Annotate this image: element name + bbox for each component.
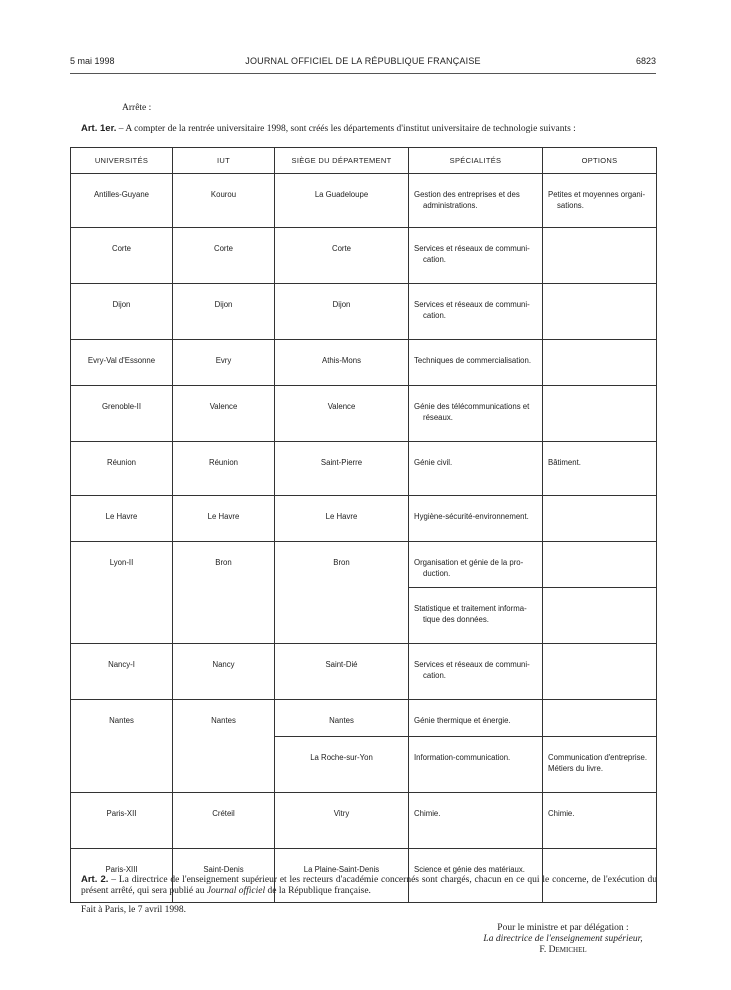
cell-iut: Le Havre xyxy=(173,496,275,542)
place-date: Fait à Paris, le 7 avril 1998. xyxy=(81,905,187,915)
departments-table xyxy=(70,147,657,903)
table-row xyxy=(71,442,657,496)
article-1-label: Art. 1er. xyxy=(81,123,117,134)
cell-siege: Corte xyxy=(275,228,409,284)
specialite-line-1: Génie thermique et énergie. xyxy=(414,716,511,725)
cell-option xyxy=(543,737,657,793)
table-row xyxy=(71,793,657,849)
cell-siege: Saint-Pierre xyxy=(275,442,409,496)
cell-siege: Valence xyxy=(275,386,409,442)
arrete-heading: Arrête : xyxy=(122,103,152,113)
cell-siege: Nantes xyxy=(275,700,409,737)
cell-iut: Saint-Denis xyxy=(173,849,275,903)
cell-universite: Corte xyxy=(71,228,173,284)
table-row xyxy=(71,340,657,386)
article-1 xyxy=(81,123,661,134)
article-2-journal-title: Journal officiel xyxy=(206,886,266,896)
cell-specialite xyxy=(409,644,543,700)
cell-iut: Bron xyxy=(173,542,275,644)
table-row xyxy=(71,174,657,228)
cell-siege: Le Havre xyxy=(275,496,409,542)
specialite-line-1: Organisation et génie de la pro- xyxy=(414,558,524,567)
specialite-line-1: Science et génie des matériaux. xyxy=(414,865,525,874)
table-row xyxy=(71,542,657,588)
cell-specialite xyxy=(409,496,543,542)
cell-specialite xyxy=(409,228,543,284)
specialite-line-2: réseaux. xyxy=(423,413,453,422)
table-row xyxy=(71,700,657,737)
header-title: JOURNAL OFFICIEL DE LA RÉPUBLIQUE FRANÇAISE xyxy=(245,56,481,66)
header-divider xyxy=(70,73,656,74)
specialite-line-1: Chimie. xyxy=(414,809,441,818)
specialite-line-2: cation. xyxy=(423,311,446,320)
cell-option xyxy=(543,442,657,496)
cell-siege: Dijon xyxy=(275,284,409,340)
signature-block xyxy=(470,923,656,956)
specialite-line-1: Hygiène-sécurité-environnement. xyxy=(414,512,529,521)
cell-specialite xyxy=(409,284,543,340)
cell-siege: Athis-Mons xyxy=(275,340,409,386)
specialite-line-1: Services et réseaux de communi- xyxy=(414,300,530,309)
table-row xyxy=(71,386,657,442)
cell-specialite xyxy=(409,442,543,496)
signature-name: F. Demichel xyxy=(539,945,587,955)
option-line-2: sations. xyxy=(557,201,584,210)
option-line-1: Communication d'entreprise. xyxy=(548,753,647,762)
cell-specialite xyxy=(409,542,543,588)
table-header-row xyxy=(71,148,657,174)
cell-option xyxy=(543,542,657,588)
cell-universite: Dijon xyxy=(71,284,173,340)
cell-option xyxy=(543,588,657,644)
cell-universite: Le Havre xyxy=(71,496,173,542)
cell-iut: Kourou xyxy=(173,174,275,228)
cell-siege: Vitry xyxy=(275,793,409,849)
column-header-options: OPTIONS xyxy=(543,148,657,174)
cell-universite: Antilles-Guyane xyxy=(71,174,173,228)
article-2-text: – La directrice de l'enseignement supérieur et les recteurs d'académie concernés sont chargés, chacun en ce qui le concerne, de l'exécution du présent arrêté, qui sera publié au xyxy=(81,875,657,896)
cell-universite: Lyon-II xyxy=(71,542,173,644)
article-2-end: de la République française. xyxy=(265,886,371,896)
cell-option xyxy=(543,340,657,386)
option-line-1: Petites et moyennes organi- xyxy=(548,190,646,199)
cell-iut: Créteil xyxy=(173,793,275,849)
signature-title: La directrice de l'enseignement supérieur, xyxy=(483,934,643,944)
table-row xyxy=(71,496,657,542)
cell-option xyxy=(543,228,657,284)
table-row xyxy=(71,644,657,700)
article-2-label: Art. 2. xyxy=(81,874,109,885)
cell-specialite xyxy=(409,793,543,849)
specialite-line-2: cation. xyxy=(423,255,446,264)
column-header-siege: SIÈGE DU DÉPARTEMENT xyxy=(275,148,409,174)
specialite-line-2: tique des données. xyxy=(423,615,489,624)
column-header-specialites: SPÉCIALITÉS xyxy=(409,148,543,174)
cell-universite: Nantes xyxy=(71,700,173,793)
specialite-line-1: Statistique et traitement informa- xyxy=(414,604,527,613)
cell-specialite xyxy=(409,737,543,793)
cell-siege: La Roche-sur-Yon xyxy=(275,737,409,793)
specialite-line-2: cation. xyxy=(423,671,446,680)
column-header-iut: IUT xyxy=(173,148,275,174)
cell-iut: Dijon xyxy=(173,284,275,340)
specialite-line-2: administrations. xyxy=(423,201,478,210)
cell-iut: Valence xyxy=(173,386,275,442)
cell-option xyxy=(543,496,657,542)
option-line-1: Chimie. xyxy=(548,809,575,818)
article-1-text: – A compter de la rentrée universitaire 1998, sont créés les départements d'institut universitaire de technologie suivants : xyxy=(116,124,576,134)
specialite-line-1: Gestion des entreprises et des xyxy=(414,190,520,199)
table-row xyxy=(71,284,657,340)
cell-option xyxy=(543,284,657,340)
cell-iut: Corte xyxy=(173,228,275,284)
column-header-universites: UNIVERSITÉS xyxy=(71,148,173,174)
cell-specialite xyxy=(409,386,543,442)
cell-option xyxy=(543,793,657,849)
page-header xyxy=(70,56,656,72)
cell-universite: Paris-XII xyxy=(71,793,173,849)
cell-siege: La Guadeloupe xyxy=(275,174,409,228)
signature-delegation: Pour le ministre et par délégation : xyxy=(497,923,629,933)
cell-option xyxy=(543,700,657,737)
cell-universite: Réunion xyxy=(71,442,173,496)
cell-universite: Nancy-I xyxy=(71,644,173,700)
cell-iut: Nantes xyxy=(173,700,275,793)
cell-specialite xyxy=(409,174,543,228)
specialite-line-1: Information-communication. xyxy=(414,753,511,762)
specialite-line-2: duction. xyxy=(423,569,451,578)
specialite-line-1: Services et réseaux de communi- xyxy=(414,660,530,669)
cell-universite: Paris-XIII xyxy=(71,849,173,903)
table-row xyxy=(71,228,657,284)
cell-specialite xyxy=(409,588,543,644)
cell-iut: Evry xyxy=(173,340,275,386)
option-line-1: Bâtiment. xyxy=(548,458,581,467)
cell-siege: La Plaine-Saint-Denis xyxy=(275,849,409,903)
cell-iut: Nancy xyxy=(173,644,275,700)
specialite-line-1: Techniques de commercialisation. xyxy=(414,356,532,365)
specialite-line-1: Génie des télécommunications et xyxy=(414,402,530,411)
cell-specialite xyxy=(409,700,543,737)
cell-option xyxy=(543,644,657,700)
cell-universite: Grenoble-II xyxy=(71,386,173,442)
cell-siege: Saint-Dié xyxy=(275,644,409,700)
cell-iut: Réunion xyxy=(173,442,275,496)
option-line-2: Métiers du livre. xyxy=(548,764,604,773)
specialite-line-1: Génie civil. xyxy=(414,458,453,467)
cell-specialite xyxy=(409,340,543,386)
cell-universite: Evry-Val d'Essonne xyxy=(71,340,173,386)
article-2 xyxy=(81,874,657,897)
cell-siege: Bron xyxy=(275,542,409,644)
cell-option xyxy=(543,174,657,228)
cell-option xyxy=(543,386,657,442)
header-date: 5 mai 1998 xyxy=(70,56,115,66)
header-page-number: 6823 xyxy=(635,56,656,66)
specialite-line-1: Services et réseaux de communi- xyxy=(414,244,530,253)
